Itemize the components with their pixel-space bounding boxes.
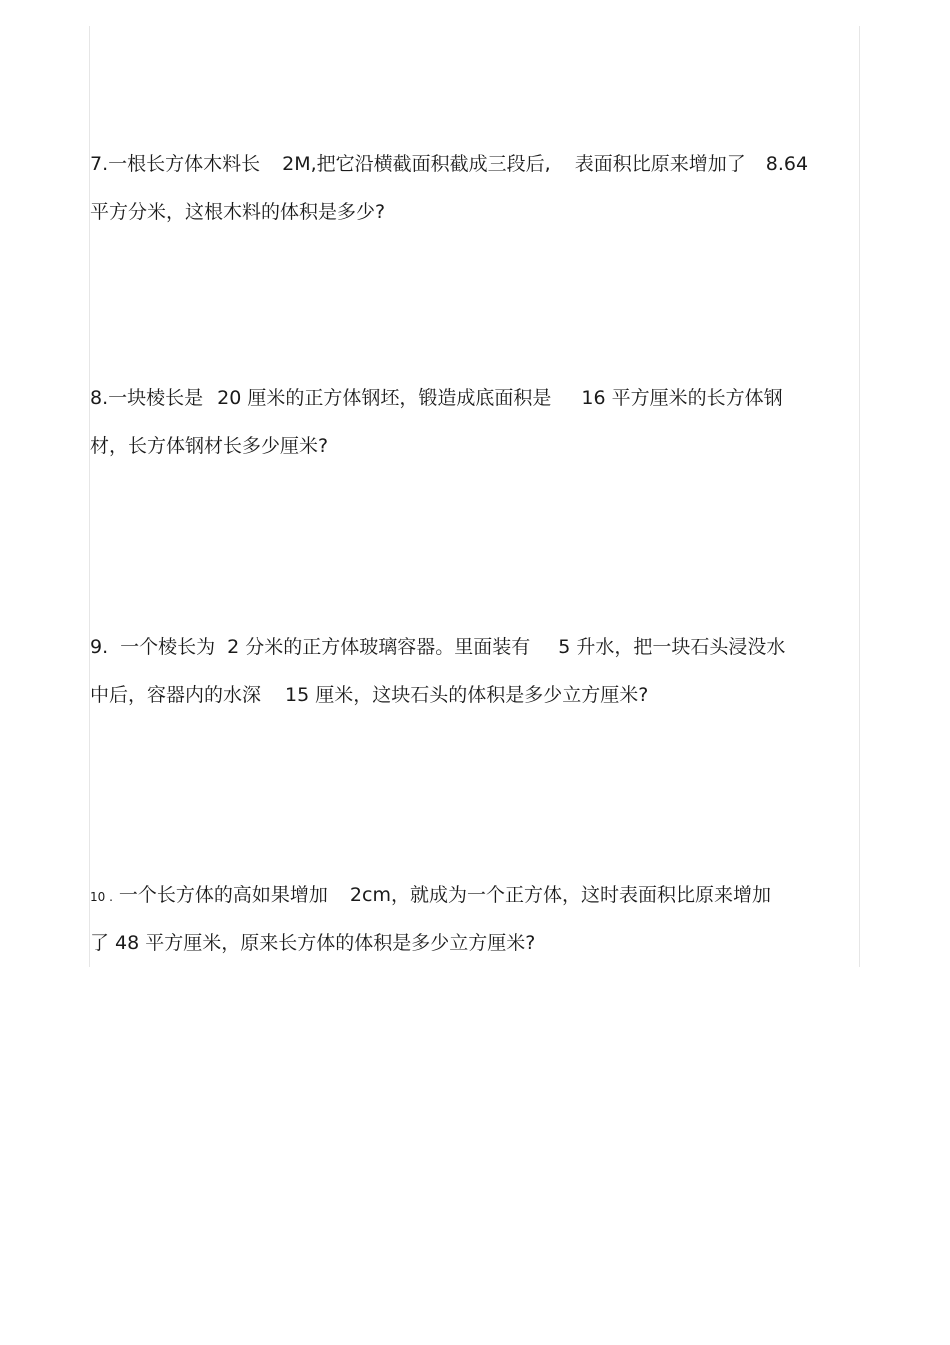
question-9	[90, 623, 870, 719]
question-9-text-c: 5 升水，把一块石头浸没水	[558, 636, 786, 658]
question-9-text-b: 2 分米的正方体玻璃容器。里面装有	[227, 636, 531, 658]
question-10-text-b: 2cm，就成为一个正方体，这时表面积比原来增加	[349, 884, 771, 906]
question-10	[90, 871, 870, 967]
question-7-text-b: 2M,把它沿横截面积截成三段后,	[282, 153, 551, 175]
question-9-text-a: 一个棱长为	[120, 636, 216, 658]
question-9-line-2	[90, 671, 870, 719]
question-7-text-c: 表面积比原来增加了	[574, 153, 746, 175]
question-7-line-1	[90, 140, 870, 188]
question-10-line-1	[90, 871, 870, 919]
question-8-number: 8.	[90, 387, 109, 409]
question-8-text-b: 20 厘米的正方体钢坯，锻造成底面积是	[217, 387, 552, 409]
question-8	[90, 374, 870, 470]
question-9-text-e: 15 厘米，这块石头的体积是多少立方厘米?	[285, 684, 649, 706]
question-10-line-2: 了 48 平方厘米，原来长方体的体积是多少立方厘米?	[90, 932, 536, 954]
question-9-line-1	[90, 623, 870, 671]
question-9-number: 9.	[90, 636, 109, 658]
question-9-text-d: 中后，容器内的水深	[90, 684, 262, 706]
question-10-text-a: 一个长方体的高如果增加	[118, 884, 328, 906]
question-7-line-2: 平方分米，这根木料的体积是多少?	[90, 201, 386, 223]
question-8-line-1	[90, 374, 870, 422]
question-7-text-a: 一根长方体木料长	[108, 153, 261, 175]
question-8-text-a: 一块棱长是	[108, 387, 204, 409]
question-7-number: 7.	[90, 153, 109, 175]
question-8-line-2: 材，长方体钢材长多少厘米?	[90, 435, 329, 457]
question-7	[90, 140, 870, 236]
question-8-text-c: 16 平方厘米的长方体钢	[581, 387, 783, 409]
question-7-text-d: 8.64	[765, 153, 809, 175]
question-10-number: 10 .	[90, 890, 113, 904]
